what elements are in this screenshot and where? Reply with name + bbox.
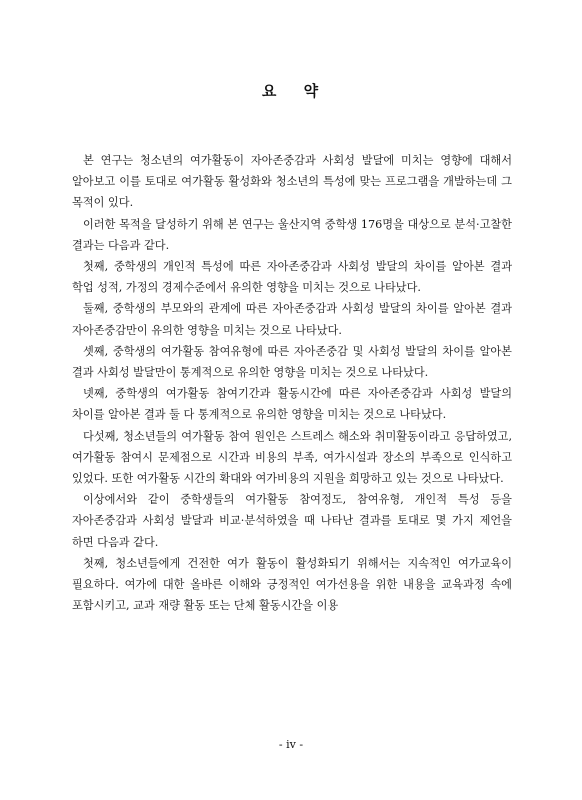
abstract-body [72, 150, 512, 616]
paragraph-suggestion-1: 첫째, 청소년들에게 건전한 여가 활동이 활성화되기 위해서는 지속적인 여가교육이 필요하다. 여가에 대한 올바른 이해와 긍정적인 여가선용을 위한 내용을 교육과정 속에 포함시키고, 교과 재량 활동 또는 단체 활동시간을 이용 [72, 556, 512, 613]
paragraph-method: 이러한 목적을 달성하기 위해 본 연구는 울산지역 중학생 176명을 대상으로 분석·고찰한 결과는 다음과 같다. [72, 217, 512, 252]
paragraph-result-1: 첫째, 중학생의 개인적 특성에 따른 자아존중감과 사회성 발달의 차이를 알아본 결과 학업 성적, 가정의 경제수준에서 유의한 영향을 미치는 것으로 나타났다. [72, 260, 512, 295]
paragraph-suggestion-intro: 이상에서와 같이 중학생들의 여가활동 참여정도, 참여유형, 개인적 특성 등을 자아존중감과 사회성 발달과 비교·분석하였을 때 나타난 결과를 토대로 몇 가지 제언을 하면 다음과 같다. [72, 493, 512, 549]
page-number: - ⅳ - [278, 738, 304, 751]
paragraph-result-3: 셋째, 중학생의 여가활동 참여유형에 따른 자아존중감 및 사회성 발달의 차이를 알아본 결과 사회성 발달만이 통계적으로 유의한 영향을 미치는 것으로 나타났다. [72, 344, 512, 380]
paragraph-result-5: 다섯째, 청소년들의 여가활동 참여 원인은 스트레스 해소와 취미활동이라고 응답하였고, 여가활동 참여시 문제점으로 시간과 비용의 부족, 여가시설과 장소의 부족으로 인식하고 있었다. 또한 여가활동 시간의 확대와 여가비용의 지원을 희망하고 있는 것으로 나타났다. [72, 429, 512, 486]
paragraph-result-4: 넷째, 중학생의 여가활동 참여기간과 활동시간에 따른 자아존중감과 사회성 발달의 차이를 알아본 결과 둘 다 통계적으로 유의한 영향을 미치는 것으로 나타났다. [72, 387, 512, 422]
paragraph-result-2: 둘째, 중학생의 부모와의 관계에 따른 자아존중감과 사회성 발달의 차이를 알아본 결과 자아존중감만이 유의한 영향을 미치는 것으로 나타났다. [72, 302, 512, 337]
page-title: 요 약 [261, 82, 321, 100]
paragraph-intro: 본 연구는 청소년의 여가활동이 자아존중감과 사회성 발달에 미치는 영향에 대해서 알아보고 이를 토대로 여가활동 활성화와 청소년의 특성에 맞는 프로그램을 개발하는데 그 목적이 있다. [72, 154, 512, 210]
